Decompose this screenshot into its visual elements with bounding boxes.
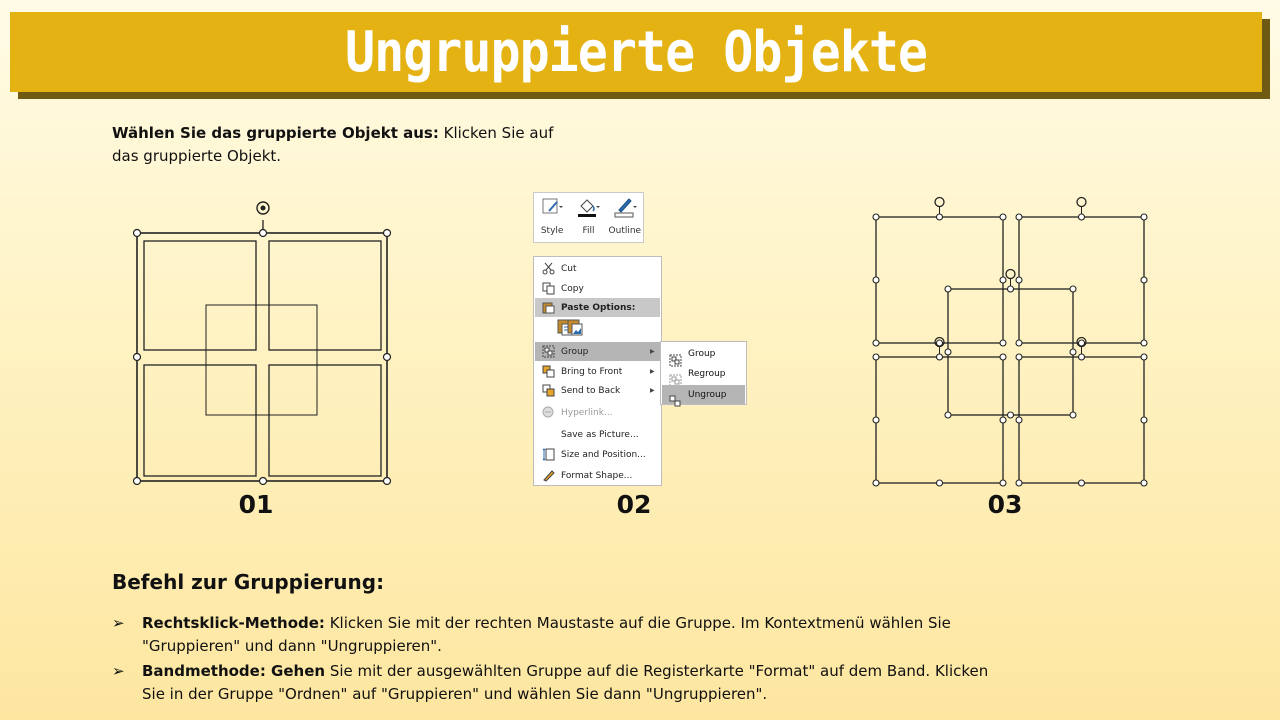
resize-handle (1141, 277, 1147, 283)
shape-bottom-right[interactable] (1016, 338, 1147, 487)
arrow-bullet-icon: ➢ (112, 614, 125, 632)
resize-handle (1141, 480, 1147, 486)
submenu-arrow-icon: ▶ (650, 368, 655, 375)
resize-handle (1070, 349, 1076, 355)
menu-item-label: Size and Position... (561, 449, 646, 460)
submenu-item-label: Group (688, 348, 716, 359)
shape-top-left[interactable] (873, 198, 1006, 347)
menu-item-save-as-picture[interactable] (535, 425, 660, 444)
rotate-handle-icon (935, 198, 944, 207)
resize-handle (1000, 480, 1006, 486)
menu-item-label: Paste Options: (561, 302, 636, 313)
resize-handle (1008, 286, 1014, 292)
rotate-handle-icon (257, 202, 269, 214)
resize-handle (1070, 286, 1076, 292)
resize-handle (1141, 340, 1147, 346)
fill-label: Fill (582, 226, 595, 236)
intro-bold: Wählen Sie das gruppierte Objekt aus: (112, 124, 439, 142)
menu-item-bring-to-front[interactable] (535, 362, 660, 381)
resize-handle (873, 354, 879, 360)
resize-handle (1008, 412, 1014, 418)
bullet-rechtsklick (112, 612, 992, 658)
intro-rest: Klicken Sie auf das gruppierte Objekt. (112, 124, 554, 165)
resize-handle (1079, 340, 1085, 346)
intro-text (112, 122, 582, 168)
resize-handle (937, 354, 943, 360)
resize-handle (873, 277, 879, 283)
shape-center[interactable] (945, 270, 1076, 419)
submenu-item-regroup[interactable] (662, 364, 745, 383)
menu-item-paste-options (535, 298, 660, 317)
rotate-handle-icon (1006, 270, 1015, 279)
rotate-handle-icon (1077, 198, 1086, 207)
menu-item-format-shape[interactable] (535, 466, 660, 485)
ungrouped-objects-figure[interactable] (860, 185, 1160, 495)
resize-handle (1000, 354, 1006, 360)
resize-handle (873, 340, 879, 346)
resize-handle (945, 349, 951, 355)
menu-item-label: Save as Picture... (561, 429, 639, 440)
menu-item-label: Send to Back (561, 385, 621, 396)
resize-handle (873, 417, 879, 423)
menu-item-label: Format Shape... (561, 470, 633, 481)
menu-item-label: Bring to Front (561, 366, 623, 377)
submenu-item-ungroup[interactable] (662, 385, 745, 404)
resize-handle (1079, 480, 1085, 486)
menu-item-group[interactable] (535, 342, 660, 361)
resize-handle (937, 480, 943, 486)
menu-item-label: Cut (561, 263, 577, 274)
resize-handle (937, 214, 943, 220)
figure-label-03: 03 (987, 490, 1023, 519)
resize-handle (1016, 354, 1022, 360)
mini-toolbar (533, 192, 644, 243)
resize-handle (1016, 417, 1022, 423)
submenu-arrow-icon: ▶ (650, 387, 655, 394)
menu-item-size-and-position[interactable] (535, 445, 660, 464)
bullet-bold: Rechtsklick-Methode: (142, 614, 325, 632)
arrow-bullet-icon: ➢ (112, 662, 125, 680)
resize-handle (1000, 277, 1006, 283)
shape-top-right[interactable] (1016, 198, 1147, 347)
resize-handle (1079, 214, 1085, 220)
menu-item-hyperlink (535, 403, 660, 422)
resize-handle (1016, 277, 1022, 283)
style-icon (540, 196, 564, 218)
menu-item-send-to-back[interactable] (535, 381, 660, 400)
page-title: Ungruppierte Objekte (344, 19, 928, 85)
submenu-item-label: Ungroup (688, 389, 727, 400)
figure-label-02: 02 (616, 490, 652, 519)
menu-item-label: Hyperlink... (561, 407, 613, 418)
style-label: Style (540, 226, 564, 236)
resize-handle (1016, 340, 1022, 346)
outline-label: Outline (608, 226, 642, 236)
style-button[interactable] (536, 196, 569, 236)
resize-handle (1141, 214, 1147, 220)
title-bar (10, 12, 1262, 92)
bullet-list (112, 612, 992, 708)
context-menu (533, 256, 662, 486)
grouped-object-figure[interactable] (130, 195, 395, 490)
shape-bottom-left[interactable] (873, 338, 1006, 487)
resize-handle (1000, 340, 1006, 346)
resize-handle (1000, 417, 1006, 423)
submenu-item-label: Regroup (688, 368, 726, 379)
menu-item-copy[interactable] (535, 279, 660, 298)
resize-handle (1016, 214, 1022, 220)
resize-handle (945, 412, 951, 418)
resize-handle (1016, 480, 1022, 486)
resize-handle (1141, 354, 1147, 360)
fill-button[interactable] (572, 196, 605, 236)
figure-label-01: 01 (238, 490, 274, 519)
resize-handle (937, 340, 943, 346)
resize-handle (1070, 412, 1076, 418)
bullet-text: Sie mit der ausgewählten Gruppe auf die Registerkarte "Format" auf dem Band. Klicken Sie in der Gruppe "Ordnen" auf "Gruppieren" und wählen Sie dann "Ungruppieren". (142, 662, 989, 703)
menu-item-label: Group (561, 346, 589, 357)
submenu-arrow-icon: ▶ (650, 348, 655, 355)
resize-handle (1141, 417, 1147, 423)
resize-handle (1079, 354, 1085, 360)
bullet-bandmethode (112, 660, 992, 706)
group-submenu (660, 341, 747, 405)
menu-item-cut[interactable] (535, 259, 660, 278)
menu-item-label: Copy (561, 283, 584, 294)
outline-button[interactable] (608, 196, 641, 236)
submenu-item-group[interactable] (662, 344, 745, 363)
outline-pen-icon (613, 196, 637, 218)
resize-handle (873, 480, 879, 486)
resize-handle (945, 286, 951, 292)
bullet-bold: Bandmethode: Gehen (142, 662, 326, 680)
section-heading: Befehl zur Gruppierung: (112, 570, 385, 594)
bullet-text: Klicken Sie mit der rechten Maustaste auf die Gruppe. Im Kontextmenü wählen Sie "Gruppieren" und dann "Ungruppieren". (142, 614, 951, 655)
fill-bucket-icon (576, 196, 600, 218)
resize-handle (873, 214, 879, 220)
resize-handle (1000, 214, 1006, 220)
